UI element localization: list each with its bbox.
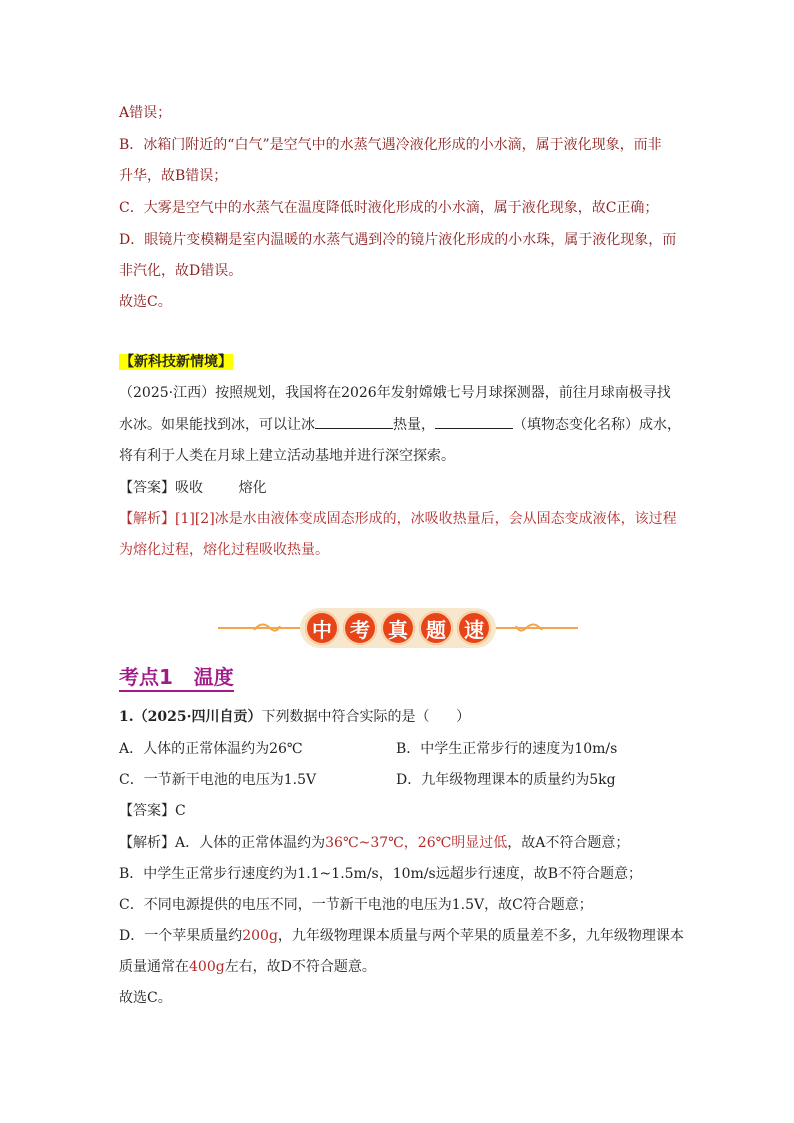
new-tech-tag [119, 353, 233, 371]
q1-answer [119, 802, 186, 820]
banner-title-box [300, 608, 496, 648]
prev-analysis-line-3: 升华，故B错误； [119, 168, 228, 184]
answer-blank-2 [435, 416, 513, 429]
answer-label: 【答案】 [119, 803, 175, 819]
q1-stem [119, 708, 470, 726]
section-banner [218, 606, 578, 650]
question-text: 热量， [393, 417, 435, 433]
answer-label: 【答案】 [119, 480, 175, 496]
highlight-tag: 【新科技新情境】 [120, 354, 232, 370]
new-tech-question-line-1: （2025·江西）按照规划，我国将在2026年发射嫦娥七号月球探测器，前往月球南极寻找 [119, 385, 671, 401]
question-text: 水冰。如果能找到冰，可以让冰 [119, 417, 315, 433]
question-stem: 下列数据中符合实际的是（ ） [261, 709, 471, 725]
q1-analysis-line-2: B．中学生正常步行速度约为1.1~1.5m/s，10m/s远超步行速度，故B不符合题意； [119, 866, 643, 882]
prev-analysis-line-1: A错误； [119, 105, 172, 121]
analysis-text: ，九年级物理课本质量与两个苹果的质量差不多，九年级物理课本 [277, 928, 684, 944]
answer-value: C [175, 803, 186, 819]
analysis-text: 质量通常在 [119, 959, 189, 975]
question-source: （2025·四川自贡） [133, 709, 262, 725]
q1-analysis-line-3: C．不同电源提供的电压不同，一节新干电池的电压为1.5V，故C符合题意； [119, 897, 593, 913]
q1-analysis-line-1 [119, 834, 629, 852]
q1-analysis-line-4 [119, 927, 684, 945]
answer-value: 吸收 熔化 [175, 480, 267, 496]
q1-conclusion: 故选C。 [119, 990, 172, 1006]
prev-conclusion: 故选C。 [119, 294, 172, 310]
q1-analysis-line-5 [119, 958, 376, 976]
question-text: （填物态变化名称）成水， [513, 417, 681, 433]
q1-option-d: D．九年级物理课本的质量约为5kg [396, 772, 616, 788]
prev-analysis-line-4: C．大雾是空气中的水蒸气在温度降低时液化形成的小水滴，属于液化现象，故C正确； [119, 200, 659, 216]
prev-analysis-line-5: D．眼镜片变模糊是室内温暖的水蒸气遇到冷的镜片液化形成的小水珠，属于液化现象，而 [119, 232, 677, 248]
analysis-highlight: 36℃~37℃，26℃明显过低 [325, 835, 508, 851]
new-tech-analysis-line-1 [119, 510, 677, 528]
banner-char: 真 [381, 611, 415, 645]
swirl-left-icon [252, 618, 282, 638]
analysis-label: 【解析】 [119, 511, 175, 527]
q1-option-c: C．一节新干电池的电压为1.5V [119, 772, 317, 788]
q1-option-a: A．人体的正常体温约为26℃ [119, 741, 303, 757]
q1-option-b: B．中学生正常步行的速度为10m/s [396, 741, 618, 757]
swirl-right-icon [514, 618, 544, 638]
new-tech-question-line-2 [119, 416, 681, 434]
banner-char: 考 [343, 611, 377, 645]
new-tech-answer [119, 479, 267, 497]
prev-analysis-line-6: 非汽化，故D错误。 [119, 263, 243, 279]
analysis-highlight: 200g [242, 928, 278, 944]
analysis-label: 【解析】 [119, 835, 175, 851]
analysis-text: D．一个苹果质量约 [119, 928, 243, 944]
section-title: 考点1 温度 [119, 664, 234, 692]
analysis-text: 左右，故D不符合题意。 [224, 959, 376, 975]
analysis-text: ，故A不符合题意； [507, 835, 630, 851]
banner-char: 中 [305, 611, 339, 645]
new-tech-analysis-line-2: 为熔化过程，熔化过程吸收热量。 [119, 542, 329, 558]
question-number: 1. [119, 709, 134, 725]
banner-char: 题 [419, 611, 453, 645]
prev-analysis-line-2: B．冰箱门附近的“白气”是空气中的水蒸气遇冷液化形成的小水滴，属于液化现象，而非 [119, 137, 662, 153]
answer-blank-1 [315, 416, 393, 429]
analysis-highlight: 400g [189, 959, 225, 975]
analysis-text: A．人体的正常体温约为 [175, 835, 326, 851]
analysis-text: [1][2]冰是水由液体变成固态形成的，冰吸收热量后，会从固态变成液体，该过程 [175, 511, 677, 527]
banner-char: 速 [457, 611, 491, 645]
new-tech-question-line-3: 将有利于人类在月球上建立活动基地并进行深空探索。 [119, 448, 455, 464]
